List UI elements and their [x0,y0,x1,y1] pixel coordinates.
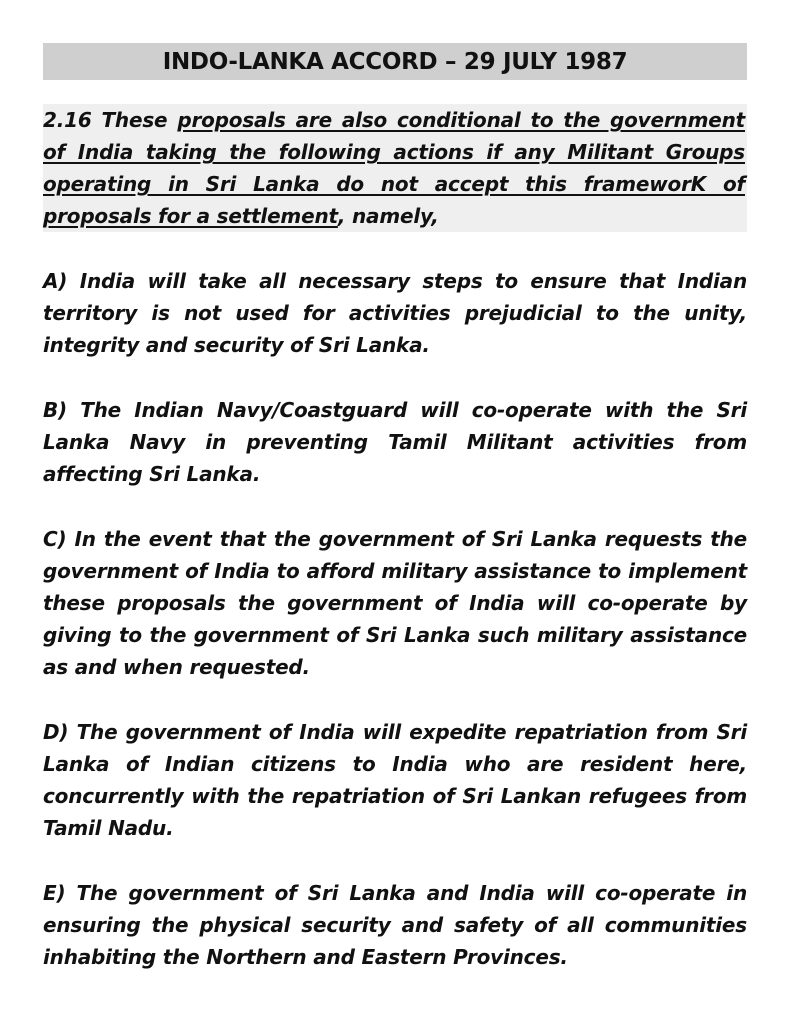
paragraph-d: D) The government of India will expedite repatriation from Sri Lanka of Indian citizens to India who are resident here, concurrently with the repatriation of Sri Lankan refugees from Tamil Nadu. [43,720,747,840]
intro-tail: , namely, [337,204,439,228]
paragraph-a: A) India will take all necessary steps to ensure that Indian territory is not used for activities prejudicial to the unity, integrity and security of Sri Lanka. [43,269,747,357]
paragraph-b: B) The Indian Navy/Coastguard will co-operate with the Sri Lanka Navy in preventing Tamil Militant activities from affecting Sri Lanka. [43,398,747,486]
paragraph-e: E) The government of Sri Lanka and India will co-operate in ensuring the physical security and safety of all communities inhabiting the Northern and Eastern Provinces. [43,881,747,969]
intro-underlined-text: proposals are also conditional to the government of India taking the following actions if any Militant Groups operating in Sri Lanka do not accept this frameworK of proposals for a settlement [43,108,745,228]
paragraph-c: C) In the event that the government of Sri Lanka requests the government of India to afford military assistance to implement these proposals the government of India will co-operate by giving to the government of Sri Lanka such military assistance as and when requested. [43,527,747,679]
document-page [43,43,747,973]
intro-paragraph [43,104,747,232]
intro-lead: 2.16 These [43,108,178,132]
document-title: INDO-LANKA ACCORD – 29 JULY 1987 [43,43,747,80]
